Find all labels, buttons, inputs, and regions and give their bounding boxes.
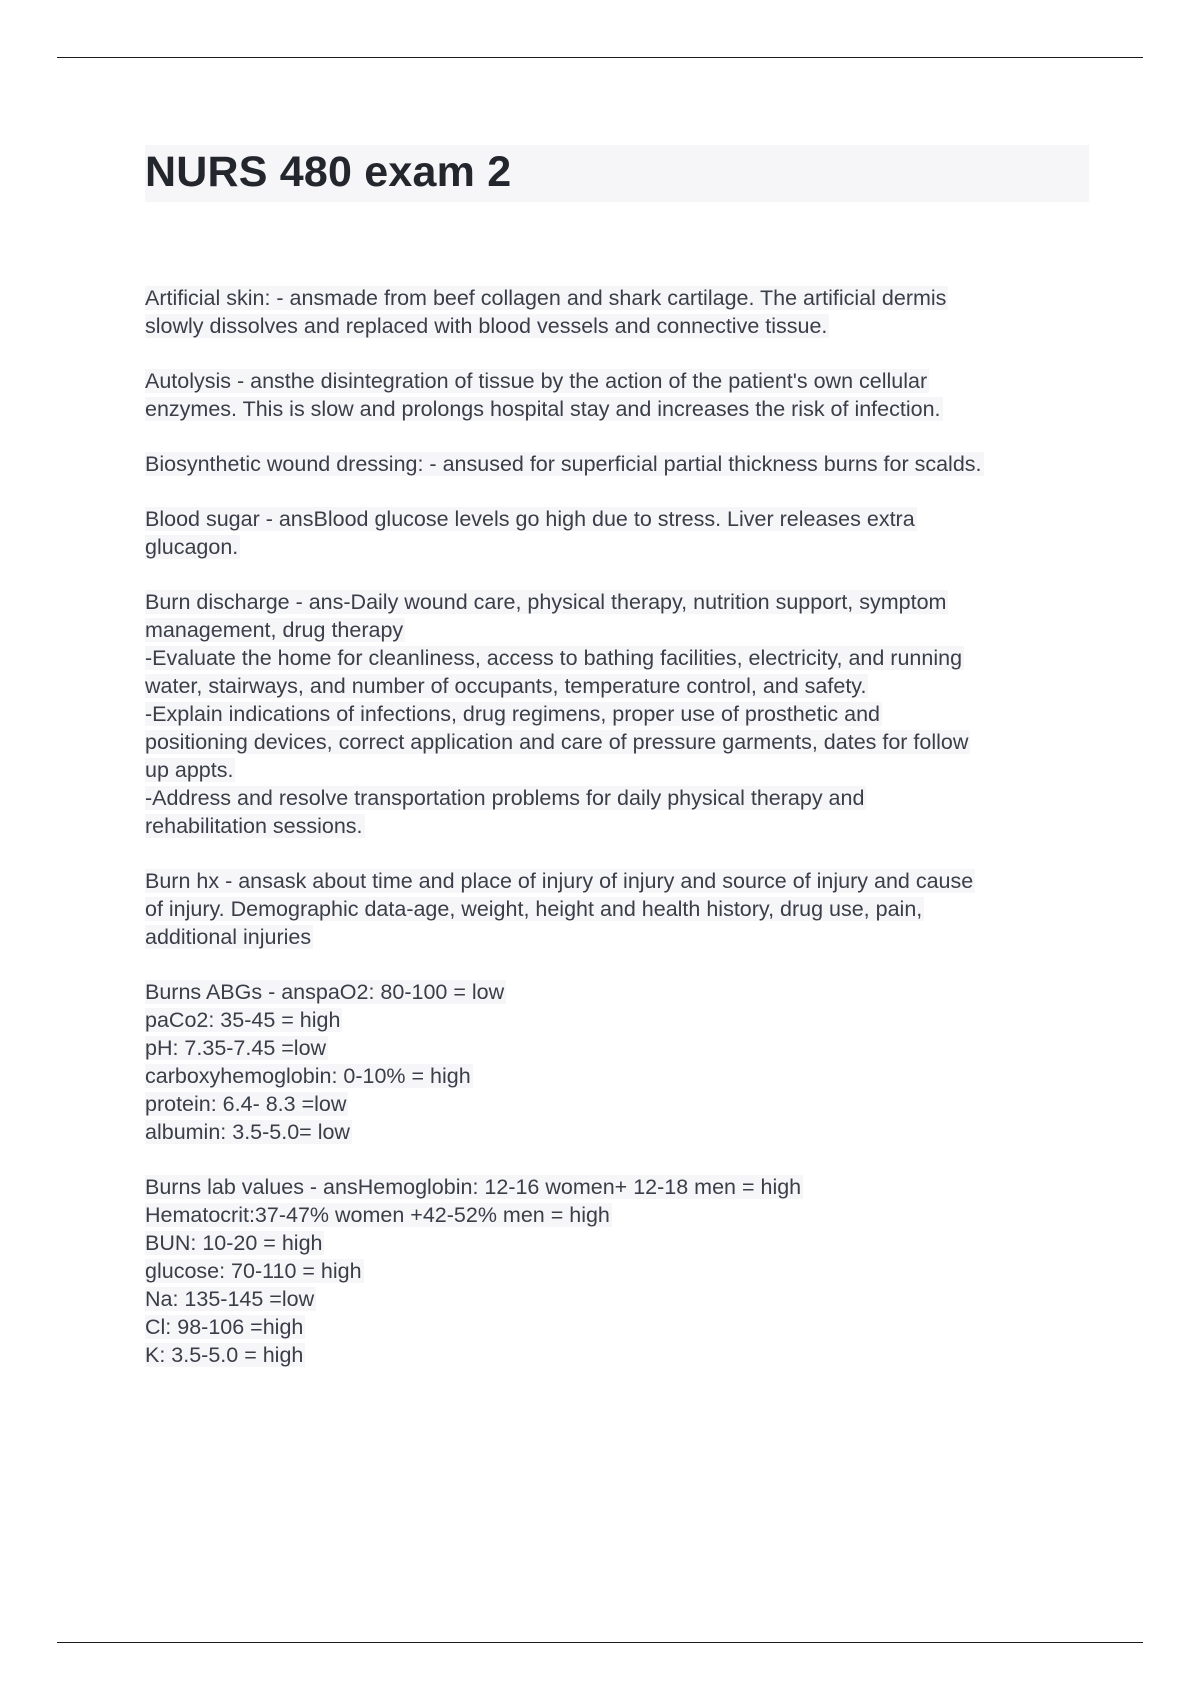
- entry-line-text: K: 3.5-5.0 = high: [145, 1343, 304, 1367]
- entry-line-text: BUN: 10-20 = high: [145, 1231, 323, 1255]
- entry-line: [145, 1313, 1095, 1341]
- entry-line: [145, 284, 1095, 312]
- entry-line-text: Hematocrit:37-47% women +42-52% men = high: [145, 1203, 610, 1227]
- entry-line-text: -Explain indications of infections, drug regimens, proper use of prosthetic and: [145, 702, 880, 726]
- entry-line: [145, 588, 1095, 616]
- entry-line-text: Artificial skin: - ansmade from beef collagen and shark cartilage. The artificial dermis: [145, 286, 947, 310]
- flashcard-list: [145, 284, 1095, 1396]
- entry-line-text: Blood sugar - ansBlood glucose levels go high due to stress. Liver releases extra: [145, 507, 915, 531]
- entry-line: [145, 1341, 1095, 1369]
- flashcard-entry: [145, 867, 1095, 951]
- entry-line: [145, 1229, 1095, 1257]
- title-banner: [145, 145, 1089, 202]
- entry-line: [145, 312, 1095, 340]
- entry-line-text: enzymes. This is slow and prolongs hospital stay and increases the risk of infection.: [145, 397, 941, 421]
- entry-line: [145, 923, 1095, 951]
- entry-line: [145, 616, 1095, 644]
- entry-line-text: additional injuries: [145, 925, 312, 949]
- entry-line-text: -Evaluate the home for cleanliness, access to bathing facilities, electricity, and running: [145, 646, 963, 670]
- flashcard-entry: [145, 450, 1095, 478]
- entry-line-text: Burns ABGs - anspaO2: 80-100 = low: [145, 980, 505, 1004]
- entry-line-text: glucose: 70-110 = high: [145, 1259, 362, 1283]
- entry-line-text: Na: 135-145 =low: [145, 1287, 315, 1311]
- flashcard-entry: [145, 505, 1095, 561]
- entry-line: [145, 1006, 1095, 1034]
- flashcard-entry: [145, 284, 1095, 340]
- entry-line-text: rehabilitation sessions.: [145, 814, 363, 838]
- entry-line-text: paCo2: 35-45 = high: [145, 1008, 341, 1032]
- entry-line: [145, 700, 1095, 728]
- entry-line-text: carboxyhemoglobin: 0-10% = high: [145, 1064, 471, 1088]
- entry-line: [145, 533, 1095, 561]
- entry-line-text: slowly dissolves and replaced with blood vessels and connective tissue.: [145, 314, 828, 338]
- entry-line: [145, 867, 1095, 895]
- entry-line: [145, 1062, 1095, 1090]
- entry-line: [145, 505, 1095, 533]
- entry-line: [145, 895, 1095, 923]
- entry-line: [145, 1173, 1095, 1201]
- entry-line: [145, 395, 1095, 423]
- entry-line-text: Burn discharge - ans-Daily wound care, physical therapy, nutrition support, symptom: [145, 590, 947, 614]
- flashcard-entry: [145, 588, 1095, 840]
- entry-line-text: Biosynthetic wound dressing: - ansused for superficial partial thickness burns for scalds.: [145, 452, 982, 476]
- entry-line-text: up appts.: [145, 758, 234, 782]
- page-title: NURS 480 exam 2: [145, 148, 512, 196]
- entry-line: [145, 812, 1095, 840]
- flashcard-entry: [145, 1173, 1095, 1369]
- entry-line: [145, 644, 1095, 672]
- entry-line: [145, 1257, 1095, 1285]
- entry-line-text: protein: 6.4- 8.3 =low: [145, 1092, 347, 1116]
- entry-line-text: management, drug therapy: [145, 618, 404, 642]
- footer-divider: [57, 1642, 1143, 1643]
- entry-line: [145, 1118, 1095, 1146]
- entry-line: [145, 1090, 1095, 1118]
- entry-line-text: -Address and resolve transportation problems for daily physical therapy and: [145, 786, 865, 810]
- entry-line: [145, 784, 1095, 812]
- entry-line: [145, 756, 1095, 784]
- entry-line: [145, 1201, 1095, 1229]
- entry-line-text: positioning devices, correct application and care of pressure garments, dates for follow: [145, 730, 969, 754]
- entry-line-text: Burn hx - ansask about time and place of injury of injury and source of injury and cause: [145, 869, 974, 893]
- entry-line: [145, 367, 1095, 395]
- entry-line-text: albumin: 3.5-5.0= low: [145, 1120, 350, 1144]
- entry-line: [145, 450, 1095, 478]
- entry-line: [145, 728, 1095, 756]
- entry-line-text: Autolysis - ansthe disintegration of tissue by the action of the patient's own cellular: [145, 369, 928, 393]
- entry-line: [145, 1034, 1095, 1062]
- entry-line-text: glucagon.: [145, 535, 239, 559]
- header-divider: [57, 57, 1143, 58]
- entry-line-text: pH: 7.35-7.45 =low: [145, 1036, 327, 1060]
- entry-line: [145, 1285, 1095, 1313]
- flashcard-entry: [145, 367, 1095, 423]
- entry-line-text: Burns lab values - ansHemoglobin: 12-16 women+ 12-18 men = high: [145, 1175, 802, 1199]
- entry-line-text: water, stairways, and number of occupants, temperature control, and safety.: [145, 674, 867, 698]
- entry-line: [145, 672, 1095, 700]
- entry-line: [145, 978, 1095, 1006]
- entry-line-text: Cl: 98-106 =high: [145, 1315, 304, 1339]
- entry-line-text: of injury. Demographic data-age, weight, height and health history, drug use, pain,: [145, 897, 923, 921]
- flashcard-entry: [145, 978, 1095, 1146]
